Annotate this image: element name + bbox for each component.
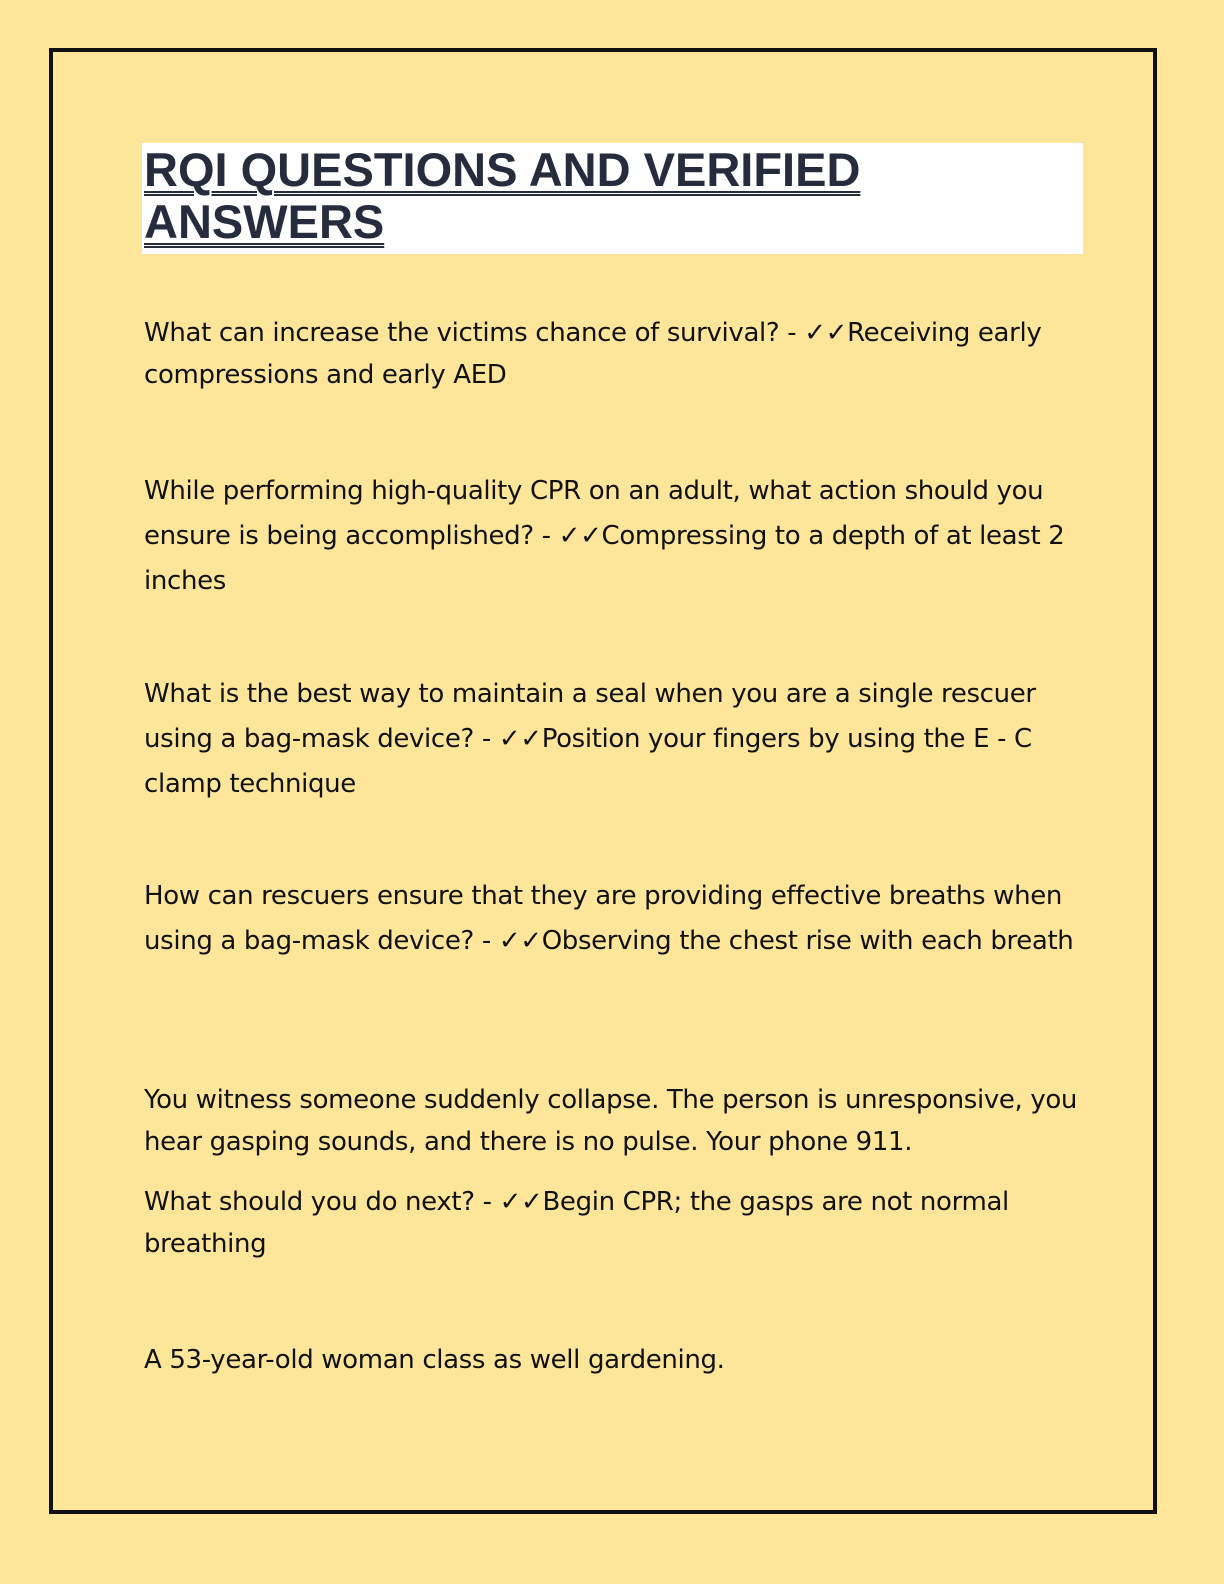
qa-item-5 <box>144 1181 1089 1265</box>
qa-item-3 <box>144 672 1089 807</box>
answer-text: Position your fingers by using the E - C clamp technique <box>144 724 1032 799</box>
question-text: What should you do next? - <box>144 1187 500 1217</box>
double-check-icon: ✓✓ <box>499 1187 543 1217</box>
double-check-icon: ✓✓ <box>498 926 542 956</box>
question-text: While performing high-quality CPR on an adult, what action should you ensure is being accomplished? - <box>144 476 1044 551</box>
qa-item-2 <box>144 469 1089 604</box>
answer-text: Compressing to a depth of at least 2 inches <box>144 521 1065 596</box>
answer-text: Observing the chest rise with each breath <box>541 926 1074 956</box>
question-text: What is the best way to maintain a seal when you are a single rescuer using a bag-mask device? - <box>144 679 1036 754</box>
answer-text: Receiving early compressions and early AED <box>144 318 1042 390</box>
trailing-text: A 53-year-old woman class as well gardening. <box>144 1345 725 1375</box>
question-text: How can rescuers ensure that they are providing effective breaths when using a bag-mask device? - <box>144 881 1062 956</box>
qa-item-5-preamble: You witness someone suddenly collapse. The person is unresponsive, you hear gasping sounds, and there is no pulse. Your phone 911. <box>144 1085 1078 1157</box>
qa-item-4 <box>144 874 1089 964</box>
answer-text: Begin CPR; the gasps are not normal breathing <box>144 1187 1009 1259</box>
double-check-icon: ✓✓ <box>498 724 542 754</box>
document-title: RQI QUESTIONS AND VERIFIED ANSWERS <box>144 143 861 248</box>
question-text: What can increase the victims chance of survival? - <box>144 318 805 348</box>
double-check-icon: ✓✓ <box>558 521 602 551</box>
double-check-icon: ✓✓ <box>804 318 848 348</box>
qa-item-1 <box>144 312 1089 396</box>
